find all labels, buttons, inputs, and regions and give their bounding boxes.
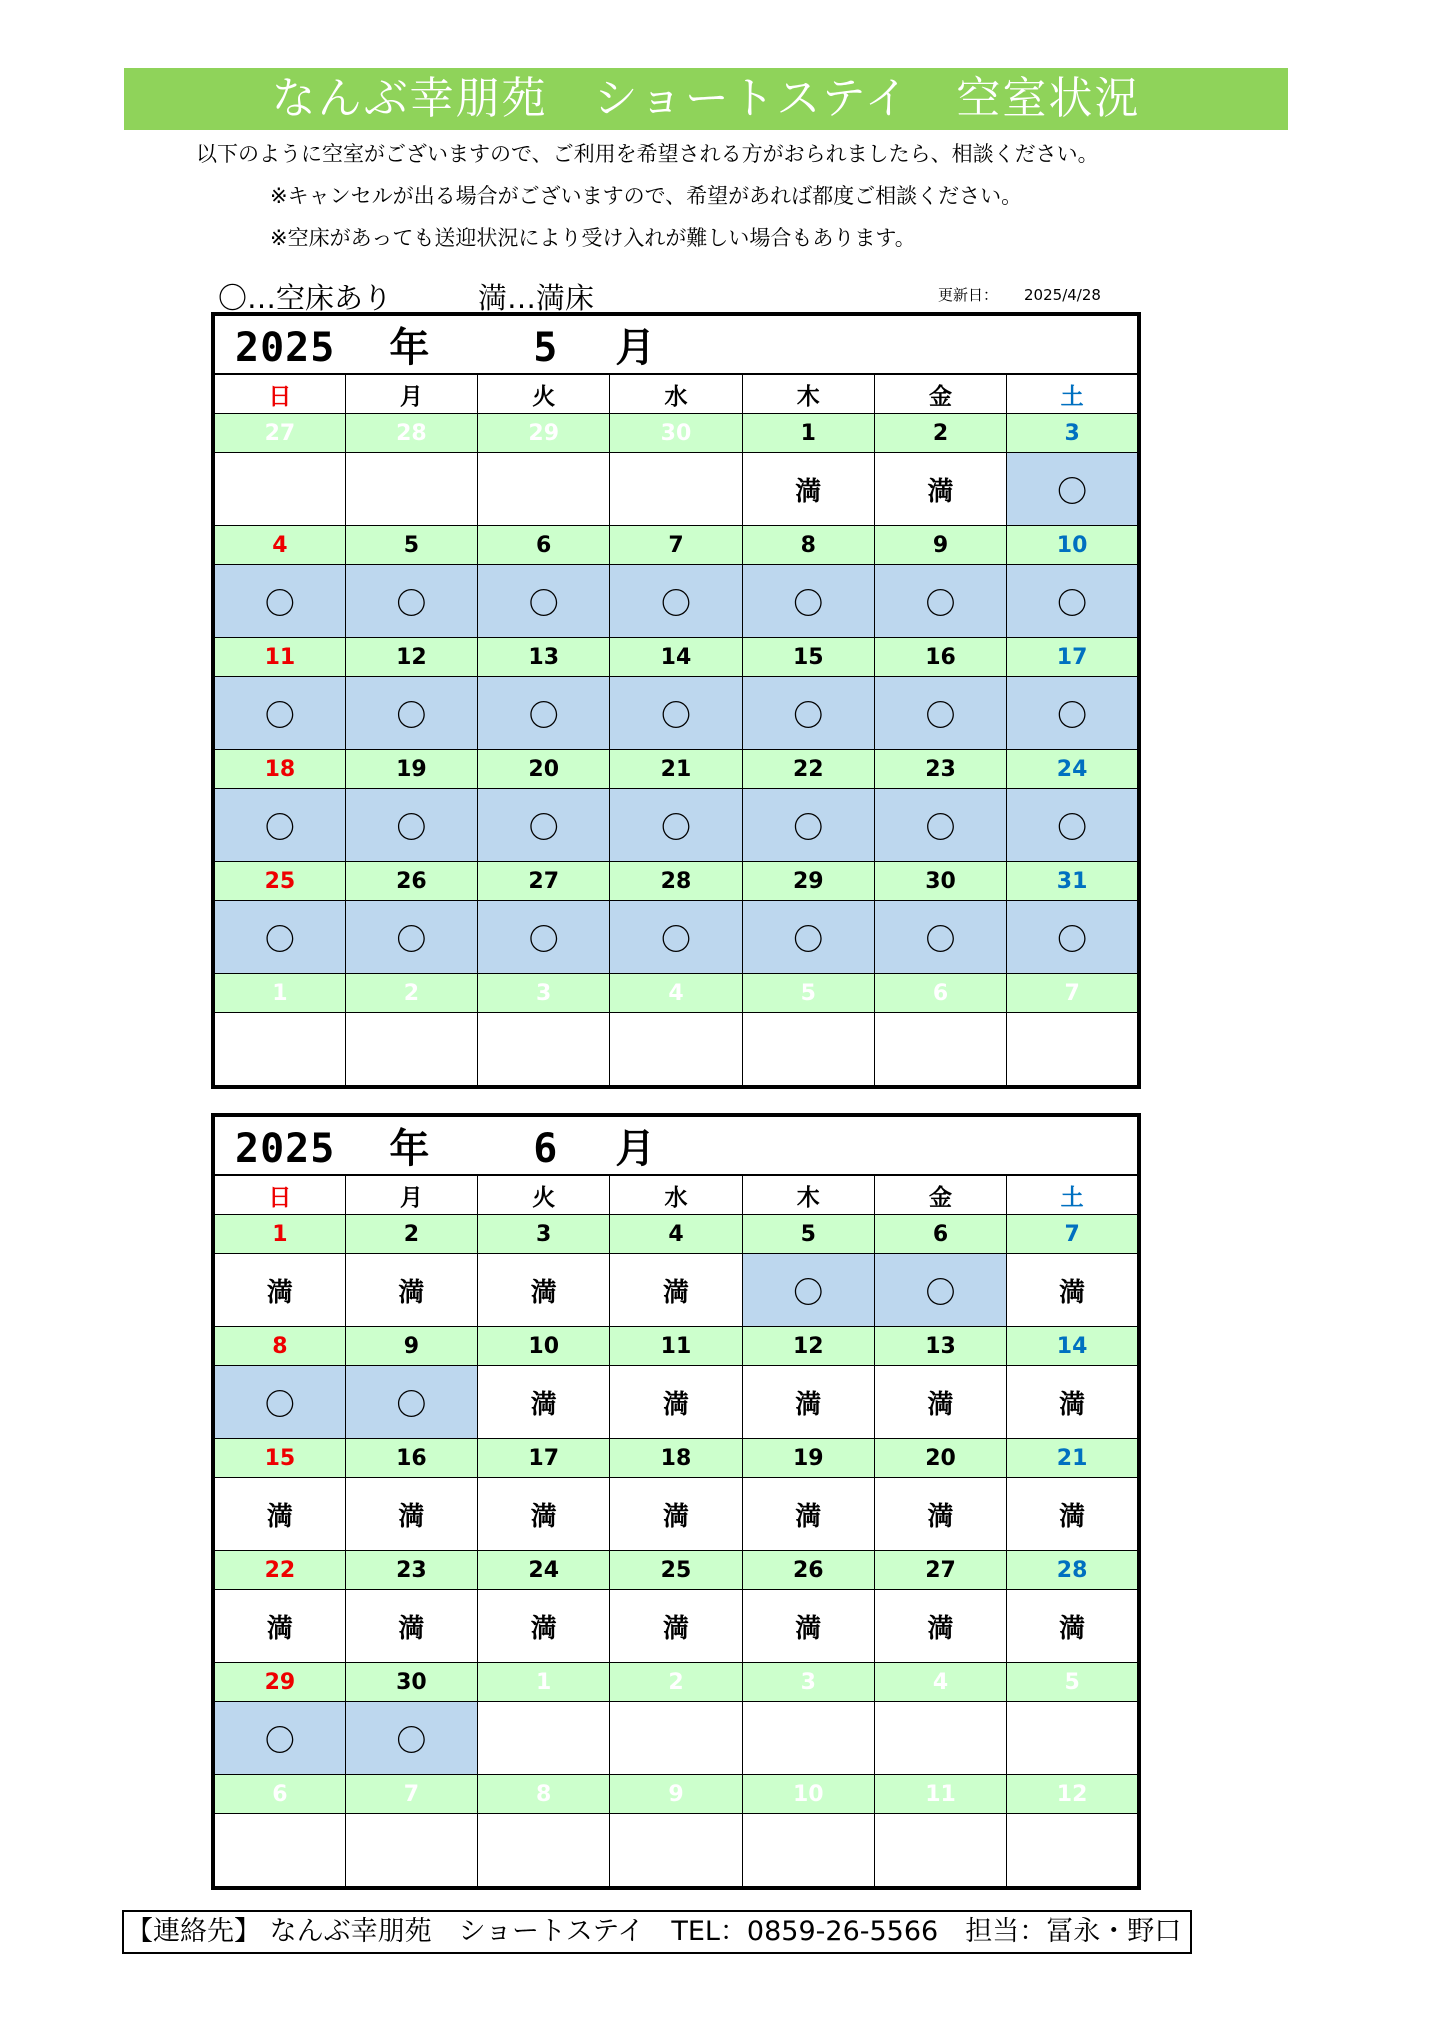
date-cell: 16: [345, 1439, 477, 1478]
status-vacant: 〇: [1007, 565, 1139, 638]
date-cell: 29: [478, 414, 610, 453]
date-cell: 9: [874, 526, 1006, 565]
date-cell: 11: [213, 638, 345, 677]
date-cell: 27: [478, 862, 610, 901]
status-vacant: 〇: [478, 789, 610, 862]
status-empty: [345, 1814, 477, 1889]
contact-footer: 【連絡先】 なんぶ幸朋苑 ショートステイ TEL：0859-26-5566 担当：冨永・野口: [122, 1910, 1192, 1954]
weekday-header: 日: [213, 374, 345, 414]
status-empty: [478, 453, 610, 526]
status-vacant: 〇: [874, 789, 1006, 862]
date-cell: 31: [1007, 862, 1139, 901]
date-cell: 12: [345, 638, 477, 677]
status-empty: [742, 1013, 874, 1088]
date-cell: 5: [345, 526, 477, 565]
status-empty: [610, 1814, 742, 1889]
updated-date: [938, 284, 1101, 305]
date-cell: 12: [1007, 1775, 1139, 1814]
date-cell: 1: [742, 414, 874, 453]
calendar-caption: [213, 314, 1139, 374]
weekday-header: 土: [1007, 374, 1139, 414]
date-cell: 5: [742, 974, 874, 1013]
date-cell: 4: [610, 974, 742, 1013]
date-cell: 6: [213, 1775, 345, 1814]
status-vacant: 〇: [874, 1254, 1006, 1327]
status-full: 満: [742, 1366, 874, 1439]
date-cell: 4: [213, 526, 345, 565]
date-cell: 8: [213, 1327, 345, 1366]
weekday-header: 土: [1007, 1175, 1139, 1215]
date-cell: 19: [742, 1439, 874, 1478]
date-cell: 7: [345, 1775, 477, 1814]
status-full: 満: [478, 1366, 610, 1439]
status-vacant: 〇: [213, 677, 345, 750]
weekday-header: 火: [478, 374, 610, 414]
date-cell: 17: [478, 1439, 610, 1478]
status-vacant: 〇: [742, 789, 874, 862]
legend-vacant: 〇…空床あり: [218, 281, 393, 315]
date-cell: 17: [1007, 638, 1139, 677]
date-cell: 12: [742, 1327, 874, 1366]
updated-label: 更新日：: [938, 286, 999, 304]
status-vacant: 〇: [213, 1366, 345, 1439]
date-cell: 1: [213, 1215, 345, 1254]
status-full: 満: [345, 1478, 477, 1551]
date-cell: 26: [742, 1551, 874, 1590]
status-full: 満: [610, 1254, 742, 1327]
status-vacant: 〇: [1007, 901, 1139, 974]
status-vacant: 〇: [345, 677, 477, 750]
status-empty: [1007, 1814, 1139, 1889]
status-empty: [478, 1702, 610, 1775]
date-cell: 29: [742, 862, 874, 901]
status-full: 満: [874, 453, 1006, 526]
note-line-2: ※キャンセルが出る場合がございますので、希望があれば都度ご相談ください。: [270, 184, 1023, 208]
status-vacant: 〇: [742, 565, 874, 638]
date-cell: 27: [874, 1551, 1006, 1590]
status-vacant: 〇: [345, 565, 477, 638]
status-empty: [610, 1013, 742, 1088]
status-vacant: 〇: [213, 1702, 345, 1775]
status-full: 満: [874, 1366, 1006, 1439]
date-cell: 3: [1007, 414, 1139, 453]
date-cell: 25: [213, 862, 345, 901]
status-vacant: 〇: [874, 901, 1006, 974]
status-empty: [742, 1702, 874, 1775]
date-cell: 6: [478, 526, 610, 565]
month-unit: 月: [615, 325, 656, 371]
weekday-header: 金: [874, 374, 1006, 414]
status-vacant: 〇: [213, 901, 345, 974]
status-vacant: 〇: [742, 677, 874, 750]
date-cell: 7: [1007, 974, 1139, 1013]
date-cell: 16: [874, 638, 1006, 677]
calendar-may: [211, 312, 1141, 1089]
date-cell: 8: [478, 1775, 610, 1814]
date-cell: 28: [345, 414, 477, 453]
weekday-header: 金: [874, 1175, 1006, 1215]
status-full: 満: [345, 1254, 477, 1327]
status-full: 満: [1007, 1590, 1139, 1663]
weekday-header: 水: [610, 374, 742, 414]
status-empty: [213, 1814, 345, 1889]
date-cell: 29: [213, 1663, 345, 1702]
status-full: 満: [742, 1590, 874, 1663]
status-vacant: 〇: [874, 565, 1006, 638]
status-vacant: 〇: [345, 1366, 477, 1439]
date-cell: 23: [345, 1551, 477, 1590]
date-cell: 11: [874, 1775, 1006, 1814]
status-vacant: 〇: [742, 1254, 874, 1327]
date-cell: 8: [742, 526, 874, 565]
date-cell: 19: [345, 750, 477, 789]
calendar-year: 2025: [235, 325, 336, 371]
date-cell: 13: [874, 1327, 1006, 1366]
calendar-year: 2025: [235, 1126, 336, 1172]
status-vacant: 〇: [478, 677, 610, 750]
date-cell: 25: [610, 1551, 742, 1590]
date-cell: 26: [345, 862, 477, 901]
status-full: 満: [213, 1254, 345, 1327]
date-cell: 20: [478, 750, 610, 789]
status-empty: [1007, 1013, 1139, 1088]
date-cell: 5: [742, 1215, 874, 1254]
date-cell: 15: [213, 1439, 345, 1478]
date-cell: 30: [874, 862, 1006, 901]
calendar-june: [211, 1113, 1141, 1890]
date-cell: 10: [1007, 526, 1139, 565]
date-cell: 7: [610, 526, 742, 565]
status-full: 満: [610, 1478, 742, 1551]
status-full: 満: [345, 1590, 477, 1663]
date-cell: 2: [345, 974, 477, 1013]
status-vacant: 〇: [478, 565, 610, 638]
date-cell: 10: [478, 1327, 610, 1366]
date-cell: 9: [345, 1327, 477, 1366]
date-cell: 30: [345, 1663, 477, 1702]
date-cell: 2: [874, 414, 1006, 453]
date-cell: 23: [874, 750, 1006, 789]
date-cell: 15: [742, 638, 874, 677]
status-vacant: 〇: [213, 565, 345, 638]
date-cell: 30: [610, 414, 742, 453]
date-cell: 3: [478, 974, 610, 1013]
status-vacant: 〇: [213, 789, 345, 862]
status-full: 満: [742, 1478, 874, 1551]
status-vacant: 〇: [610, 677, 742, 750]
status-vacant: 〇: [345, 901, 477, 974]
status-full: 満: [1007, 1366, 1139, 1439]
date-cell: 14: [1007, 1327, 1139, 1366]
date-cell: 10: [742, 1775, 874, 1814]
year-unit: 年: [389, 325, 430, 371]
status-empty: [478, 1814, 610, 1889]
status-full: 満: [742, 453, 874, 526]
date-cell: 7: [1007, 1215, 1139, 1254]
month-unit: 月: [615, 1126, 656, 1172]
status-empty: [874, 1702, 1006, 1775]
status-empty: [213, 1013, 345, 1088]
date-cell: 1: [478, 1663, 610, 1702]
status-vacant: 〇: [345, 789, 477, 862]
date-cell: 11: [610, 1327, 742, 1366]
status-full: 満: [874, 1590, 1006, 1663]
status-vacant: 〇: [1007, 789, 1139, 862]
date-cell: 3: [742, 1663, 874, 1702]
date-cell: 27: [213, 414, 345, 453]
note-line-1: 以下のように空室がございますので、ご利用を希望される方がおられましたら、相談ください。: [196, 142, 1099, 166]
status-full: 満: [874, 1478, 1006, 1551]
date-cell: 3: [478, 1215, 610, 1254]
date-cell: 21: [610, 750, 742, 789]
calendar-month: 5: [533, 325, 558, 371]
status-full: 満: [610, 1366, 742, 1439]
updated-value: 2025/4/28: [1024, 286, 1101, 304]
weekday-header: 日: [213, 1175, 345, 1215]
status-full: 満: [1007, 1254, 1139, 1327]
date-cell: 9: [610, 1775, 742, 1814]
status-full: 満: [1007, 1478, 1139, 1551]
status-empty: [213, 453, 345, 526]
date-cell: 4: [610, 1215, 742, 1254]
status-vacant: 〇: [874, 677, 1006, 750]
status-vacant: 〇: [742, 901, 874, 974]
status-vacant: 〇: [610, 789, 742, 862]
weekday-header: 水: [610, 1175, 742, 1215]
status-empty: [874, 1013, 1006, 1088]
date-cell: 13: [478, 638, 610, 677]
status-full: 満: [213, 1478, 345, 1551]
status-empty: [1007, 1702, 1139, 1775]
status-empty: [874, 1814, 1006, 1889]
date-cell: 22: [742, 750, 874, 789]
status-full: 満: [478, 1478, 610, 1551]
date-cell: 20: [874, 1439, 1006, 1478]
status-empty: [345, 453, 477, 526]
weekday-header: 木: [742, 1175, 874, 1215]
status-empty: [742, 1814, 874, 1889]
weekday-header: 月: [345, 1175, 477, 1215]
date-cell: 14: [610, 638, 742, 677]
date-cell: 28: [610, 862, 742, 901]
status-vacant: 〇: [478, 901, 610, 974]
status-full: 満: [478, 1590, 610, 1663]
date-cell: 4: [874, 1663, 1006, 1702]
weekday-header: 月: [345, 374, 477, 414]
status-empty: [345, 1013, 477, 1088]
date-cell: 24: [478, 1551, 610, 1590]
status-vacant: 〇: [345, 1702, 477, 1775]
status-vacant: 〇: [1007, 453, 1139, 526]
calendar-month: 6: [533, 1126, 558, 1172]
status-empty: [478, 1013, 610, 1088]
legend-full: 満…満床: [478, 281, 595, 315]
note-line-3: ※空床があっても送迎状況により受け入れが難しい場合もあります。: [270, 226, 916, 250]
date-cell: 6: [874, 1215, 1006, 1254]
legend: [218, 276, 594, 317]
status-vacant: 〇: [610, 565, 742, 638]
weekday-header: 木: [742, 374, 874, 414]
status-full: 満: [213, 1590, 345, 1663]
status-vacant: 〇: [1007, 677, 1139, 750]
date-cell: 6: [874, 974, 1006, 1013]
date-cell: 21: [1007, 1439, 1139, 1478]
date-cell: 22: [213, 1551, 345, 1590]
status-vacant: 〇: [610, 901, 742, 974]
page-title: なんぶ幸朋苑 ショートステイ 空室状況: [124, 68, 1288, 130]
date-cell: 2: [345, 1215, 477, 1254]
year-unit: 年: [389, 1126, 430, 1172]
status-empty: [610, 453, 742, 526]
date-cell: 1: [213, 974, 345, 1013]
calendar-caption: [213, 1115, 1139, 1175]
status-full: 満: [610, 1590, 742, 1663]
date-cell: 18: [213, 750, 345, 789]
date-cell: 28: [1007, 1551, 1139, 1590]
date-cell: 2: [610, 1663, 742, 1702]
weekday-header: 火: [478, 1175, 610, 1215]
date-cell: 5: [1007, 1663, 1139, 1702]
status-empty: [610, 1702, 742, 1775]
status-full: 満: [478, 1254, 610, 1327]
date-cell: 18: [610, 1439, 742, 1478]
date-cell: 24: [1007, 750, 1139, 789]
